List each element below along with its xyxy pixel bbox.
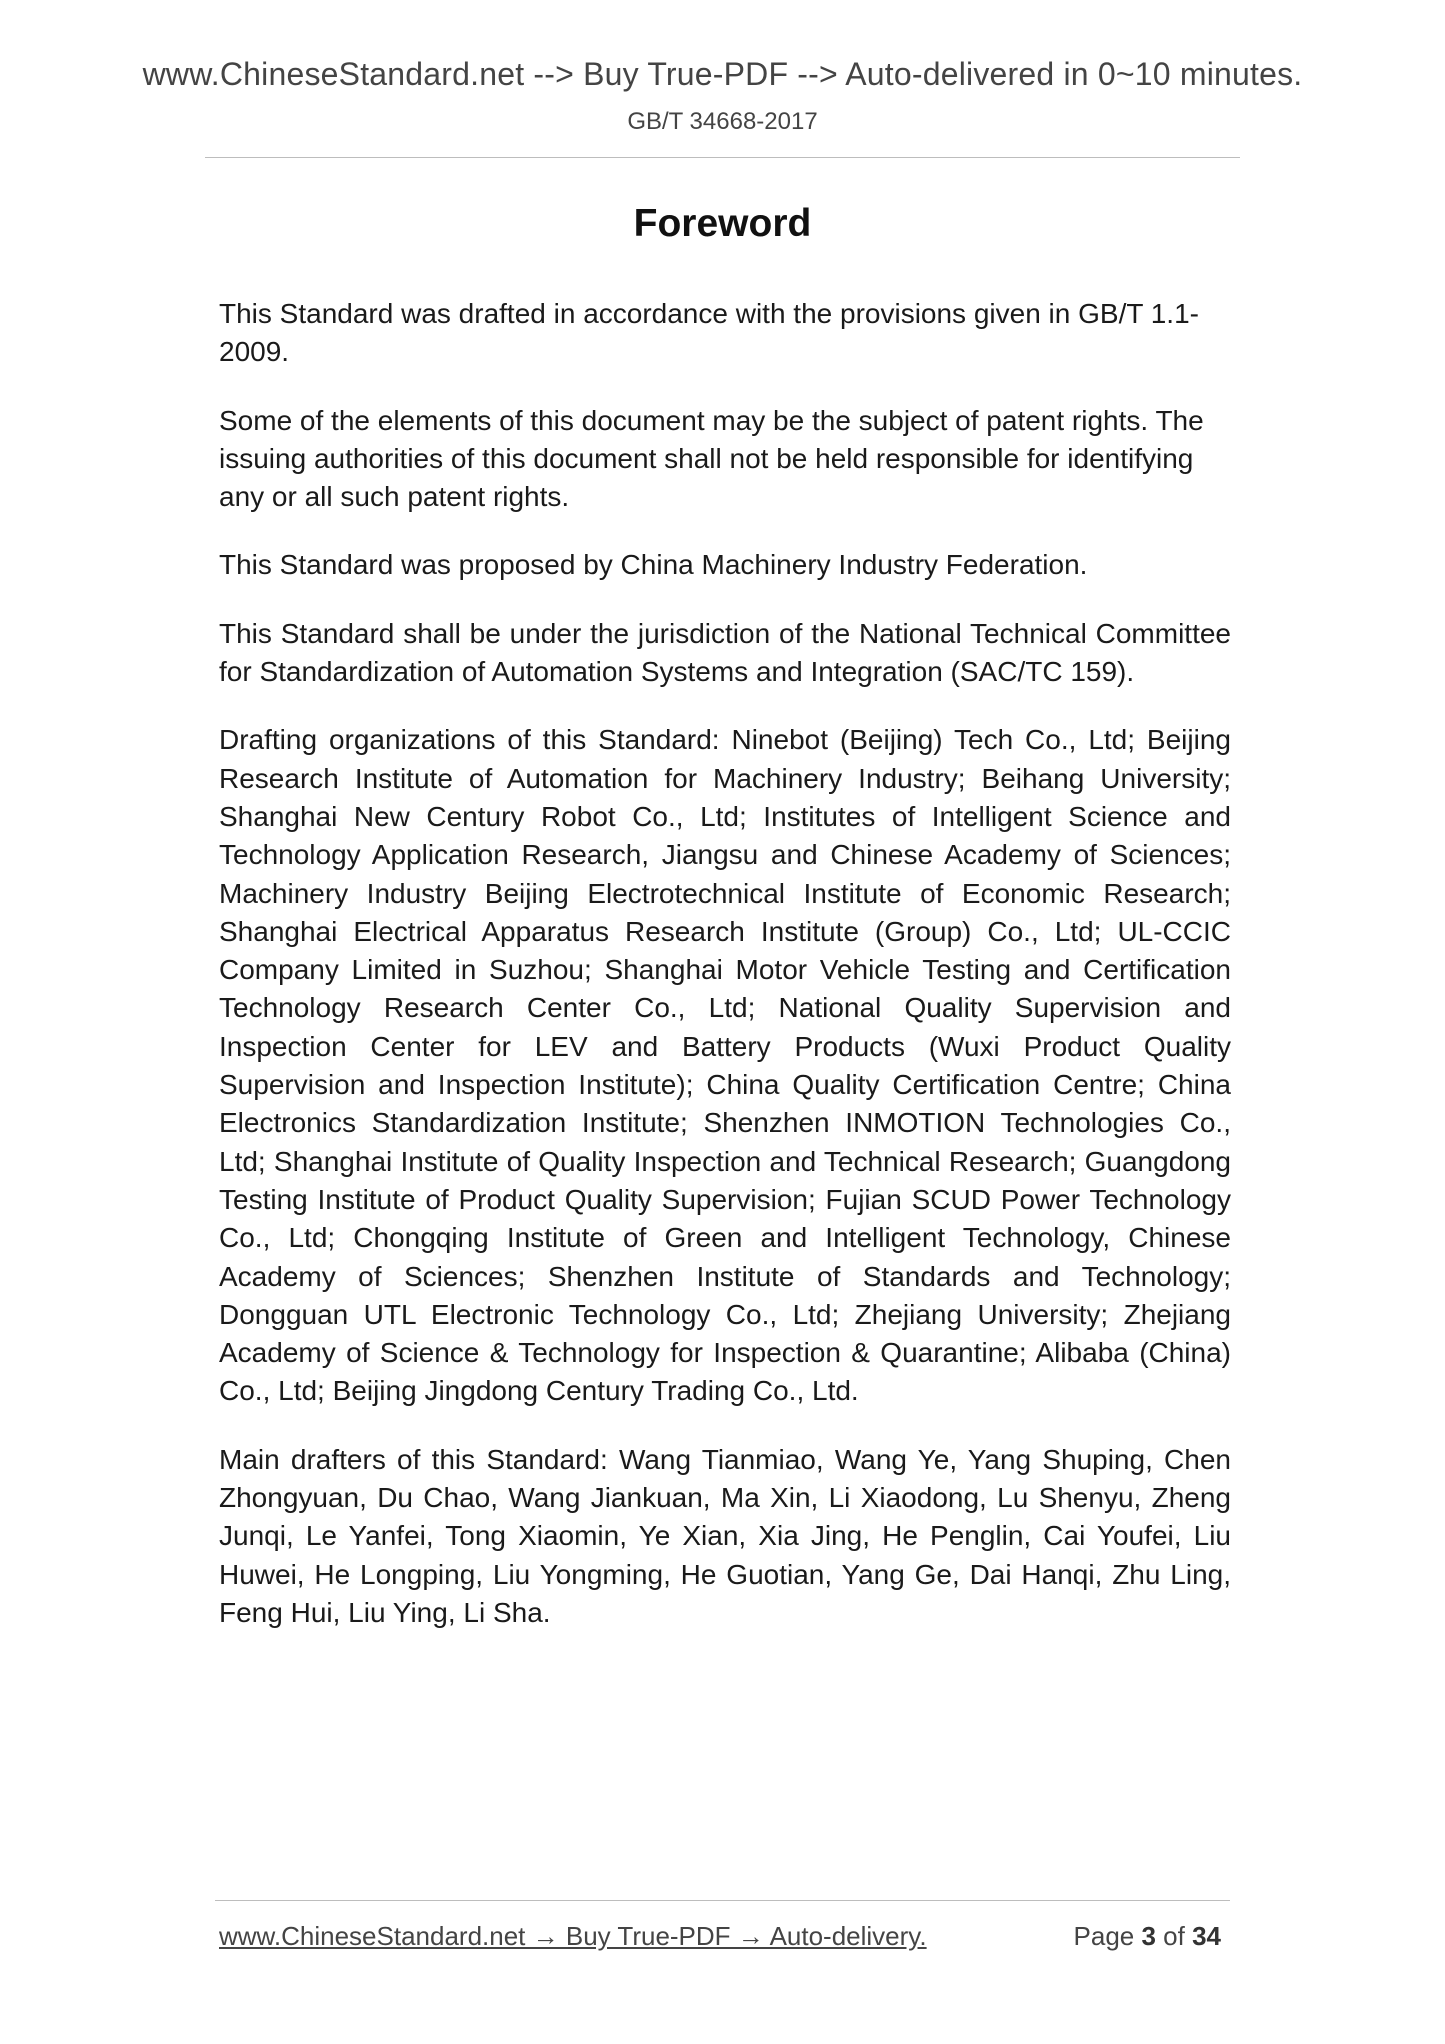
footer-divider bbox=[215, 1900, 1230, 1901]
header-divider bbox=[205, 157, 1240, 158]
page-prefix: Page bbox=[1073, 1921, 1142, 1951]
top-banner: www.ChineseStandard.net --> Buy True-PDF --> Auto-delivered in 0~10 minutes. bbox=[142, 56, 1303, 92]
page-total: 34 bbox=[1192, 1921, 1221, 1951]
paragraph-proposed-by: This Standard was proposed by China Machinery Industry Federation. bbox=[219, 549, 1088, 581]
page-number bbox=[1074, 1921, 1221, 1952]
page-current: 3 bbox=[1141, 1921, 1156, 1951]
paragraph-drafting-organizations: Drafting organizations of this Standard: Ninebot (Beijing) Tech Co., Ltd; Beijing Research Institute of Automation for Machinery Industry; Beihang University; Shanghai New Century Robot Co., Ltd; Institutes of Intelligent Science and Technology Application Research, Jiangsu and Chinese Academy of Sciences; Machinery Industry Beijing Electrotechnical Institute of Economic Research; Shanghai Electrical Apparatus Research Institute (Group) Co., Ltd; UL-CCIC Company Limited in Suzhou; Shanghai Motor Vehicle Testing and Certification Technology Research Center Co., Ltd; National Quality Supervision and Inspection Center for LEV and Battery Products (Wuxi Product Quality Supervision and Inspection Institute); China Quality Certification Centre; China Electronics Standardization Institute; Shenzhen INMOTION Technologies Co., Ltd; Shanghai Institute of Quality Inspection and Technical Research; Guangdong Testing Institute of Product Quality Supervision; Fujian SCUD Power Technology Co., Ltd; Chongqing Institute of Green and Intelligent Technology, Chinese Academy of Sciences; Shenzhen Institute of Standards and Technology; Dongguan UTL Electronic Technology Co., Ltd; Zhejiang University; Zhejiang Academy of Science & Technology for Inspection & Quarantine; Alibaba (China) Co., Ltd; Beijing Jingdong Century Trading Co., Ltd. bbox=[219, 724, 1231, 1407]
paragraph-drafting-provisions: This Standard was drafted in accordance with the provisions given in GB/T 1.1-2009. bbox=[219, 298, 1199, 368]
paragraph-patent-rights: Some of the elements of this document may be the subject of patent rights. The issuing authorities of this document shall not be held responsible for identifying any or all such patent rights. bbox=[219, 404, 1204, 513]
paragraph-jurisdiction: This Standard shall be under the jurisdiction of the National Technical Committee for Standardization of Automation Systems and Integration (SAC/TC 159). bbox=[219, 617, 1231, 688]
document-body bbox=[219, 295, 1231, 1662]
paragraph-main-drafters: Main drafters of this Standard: Wang Tianmiao, Wang Ye, Yang Shuping, Chen Zhongyuan, Du Chao, Wang Jiankuan, Ma Xin, Li Xiaodong, Lu Shenyu, Zheng Junqi, Le Yanfei, Tong Xiaomin, Ye Xian, Xia Jing, He Penglin, Cai Youfei, Liu Huwei, He Longping, Liu Yongming, He Guotian, Yang Ge, Dai Hanqi, Zhu Ling, Feng Hui, Liu Ying, Li Sha. bbox=[219, 1443, 1231, 1628]
footer-link[interactable]: www.ChineseStandard.net → Buy True-PDF → Auto-delivery. bbox=[219, 1921, 927, 1951]
page-title: Foreword bbox=[633, 202, 812, 245]
standard-code: GB/T 34668-2017 bbox=[627, 108, 818, 135]
page-of: of bbox=[1155, 1921, 1193, 1951]
